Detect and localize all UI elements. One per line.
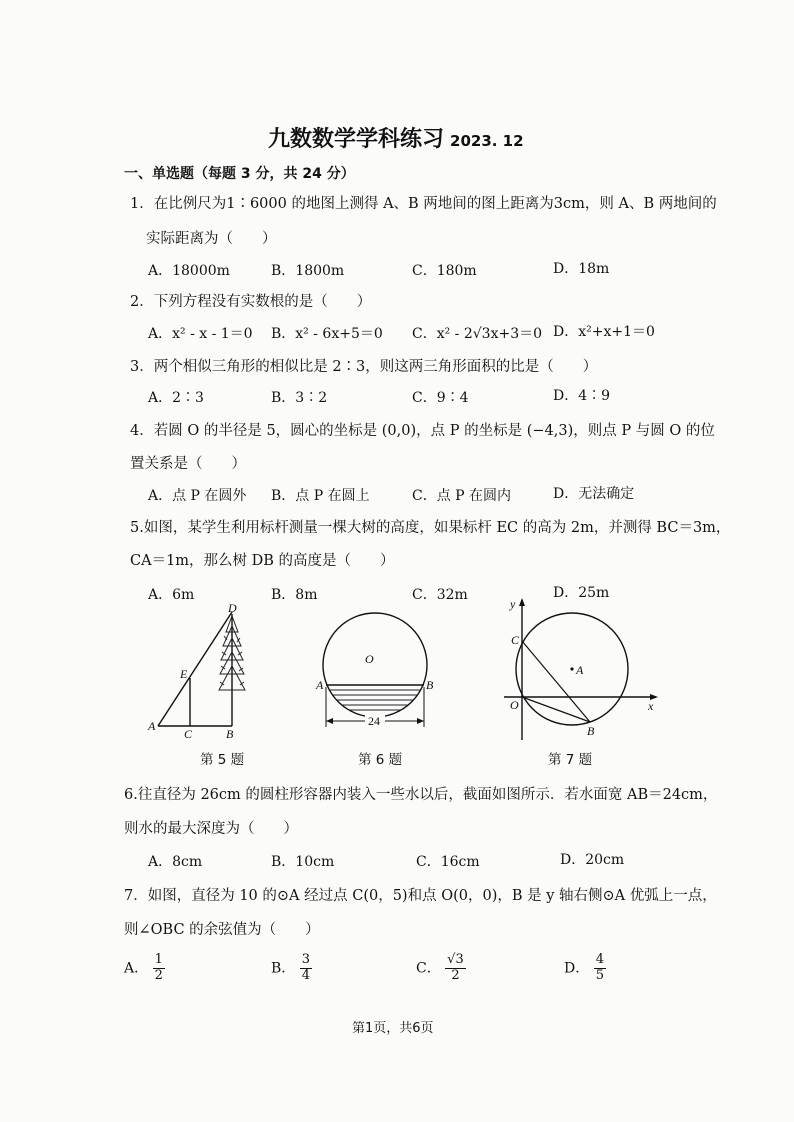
q4-option-a: A．点 P 在圆外 bbox=[148, 488, 247, 504]
question-5-line-2: CA＝1m，那么树 DB 的高度是（ ） bbox=[130, 553, 395, 569]
q7-option-b-denominator: 4 bbox=[301, 967, 311, 983]
question-6-line-2: 则水的最大深度为（ ） bbox=[124, 821, 298, 837]
q7-option-a bbox=[124, 953, 165, 984]
fig7-label-O: O bbox=[510, 698, 519, 712]
figure-6-caption: 第 6 题 bbox=[358, 752, 403, 768]
q7-option-d-numerator: 4 bbox=[595, 952, 604, 967]
q3-option-d: D．4∶9 bbox=[553, 388, 611, 404]
figure-6-diagram bbox=[315, 605, 440, 740]
q7-option-d-prefix: D． bbox=[564, 960, 590, 977]
q3-option-a: A．2∶3 bbox=[148, 390, 204, 406]
figure-7-caption: 第 7 题 bbox=[548, 752, 593, 768]
figure-5-diagram bbox=[140, 602, 270, 742]
q4-option-b: B．点 P 在圆上 bbox=[271, 488, 370, 504]
q2-option-d: D．x²+x+1＝0 bbox=[553, 324, 655, 340]
q7-option-b-fraction bbox=[300, 953, 312, 984]
q7-option-c-numerator: √3 bbox=[447, 952, 464, 967]
q7-option-c-denominator: 2 bbox=[451, 967, 460, 983]
question-4-line-2: 置关系是（ ） bbox=[130, 456, 246, 472]
fig5-label-B: B bbox=[226, 727, 234, 741]
q7-option-b-numerator: 3 bbox=[301, 952, 311, 967]
question-5-line-1: 5.如图，某学生利用标杆测量一棵大树的高度，如果标杆 EC 的高为 2m，并测得 BC＝3m， bbox=[130, 520, 731, 536]
fig6-label-B: B bbox=[426, 678, 434, 692]
title-text: 九数数学学科练习 bbox=[268, 127, 445, 152]
question-7-line-1: 7．如图，直径为 10 的⊙A 经过点 C(0，5)和点 O(0，0)，B 是 y 轴右侧⊙A 优弧上一点， bbox=[124, 888, 717, 904]
fig7-label-C: C bbox=[511, 633, 520, 647]
fig5-label-A: A bbox=[148, 719, 156, 733]
q3-option-b: B．3∶2 bbox=[271, 390, 328, 406]
q7-option-b-prefix: B． bbox=[271, 960, 296, 977]
q7-option-a-numerator: 1 bbox=[154, 952, 163, 967]
q7-option-d-denominator: 5 bbox=[595, 967, 604, 983]
fig5-label-E: E bbox=[180, 667, 188, 681]
q6-option-a: A．8cm bbox=[148, 854, 203, 870]
question-2-stem: 2．下列方程没有实数根的是（ ） bbox=[130, 294, 372, 310]
q7-option-b bbox=[271, 953, 312, 984]
q7-option-a-denominator: 2 bbox=[154, 967, 163, 983]
fig6-circle bbox=[323, 613, 427, 717]
fig7-y-arrow bbox=[519, 598, 525, 606]
q4-option-c: C．点 P 在圆内 bbox=[412, 488, 512, 504]
q2-option-b: B．x² - 6x+5＝0 bbox=[271, 326, 383, 342]
q7-option-d-fraction bbox=[594, 953, 606, 984]
fig7-label-A: A bbox=[576, 663, 584, 677]
fig7-label-B: B bbox=[587, 724, 595, 738]
title-date: 2023. 12 bbox=[450, 132, 524, 150]
fig7-center-dot bbox=[570, 667, 573, 670]
q7-option-d bbox=[564, 953, 606, 984]
fig6-label-A: A bbox=[316, 678, 324, 692]
q5-option-c: C．32m bbox=[412, 587, 468, 603]
q2-option-a: A．x² - x - 1＝0 bbox=[148, 326, 253, 342]
figure-7-diagram bbox=[500, 594, 665, 744]
fig7-label-x: x bbox=[648, 699, 654, 713]
q6-option-c: C．16cm bbox=[416, 854, 480, 870]
fig5-label-D: D bbox=[228, 602, 237, 615]
q2-option-c: C．x² - 2√3x+3＝0 bbox=[412, 326, 543, 342]
q4-option-d: D．无法确定 bbox=[553, 486, 635, 502]
q3-option-c: C．9∶4 bbox=[412, 390, 469, 406]
q7-option-a-prefix: A． bbox=[124, 960, 149, 977]
q5-option-d: D．25m bbox=[553, 585, 610, 601]
figure-5-caption: 第 5 题 bbox=[200, 752, 245, 768]
fig5-line-AD bbox=[158, 612, 232, 726]
page-footer: 第1页，共6页 bbox=[352, 1021, 434, 1036]
q6-option-b: B．10cm bbox=[271, 854, 335, 870]
q7-option-c-fraction bbox=[445, 953, 466, 984]
question-3-stem: 3．两个相似三角形的相似比是 2∶3，则这两三角形面积的比是（ ） bbox=[130, 359, 598, 375]
q5-option-b: B．8m bbox=[271, 587, 318, 603]
q1-option-a: A．18000m bbox=[148, 263, 230, 279]
q1-option-c: C．180m bbox=[412, 263, 477, 279]
fig6-label-24: 24 bbox=[368, 714, 380, 728]
question-6-line-1: 6.往直径为 26cm 的圆柱形容器内装入一些水以后，截面如图所示．若水面宽 AB＝24cm， bbox=[124, 787, 718, 803]
q5-option-a: A．6m bbox=[148, 587, 195, 603]
q7-option-a-fraction bbox=[153, 953, 165, 984]
question-7-line-2: 则∠OBC 的余弦值为（ ） bbox=[124, 922, 320, 938]
q6-option-d: D．20cm bbox=[560, 852, 625, 868]
fig6-label-O: O bbox=[365, 652, 374, 666]
fig7-label-y: y bbox=[510, 597, 516, 611]
q7-option-c-prefix: C． bbox=[416, 960, 441, 977]
q1-option-d: D．18m bbox=[553, 261, 610, 277]
question-4-line-1: 4．若圆 O 的半径是 5，圆心的坐标是 (0,0)，点 P 的坐标是 (−4,3)，则点 P 与圆 O 的位 bbox=[130, 423, 715, 439]
q1-option-b: B．1800m bbox=[271, 263, 345, 279]
page-title bbox=[268, 122, 524, 153]
fig5-label-C: C bbox=[184, 727, 193, 741]
question-1-line-1: 1．在比例尺为1∶6000 的地图上测得 A、B 两地间的图上距离为3cm，则 A、B 两地间的 bbox=[130, 196, 717, 212]
section-heading: 一、单选题（每题 3 分，共 24 分） bbox=[124, 166, 355, 182]
q7-option-c bbox=[416, 953, 466, 984]
question-1-line-2: 实际距离为（ ） bbox=[146, 231, 277, 247]
